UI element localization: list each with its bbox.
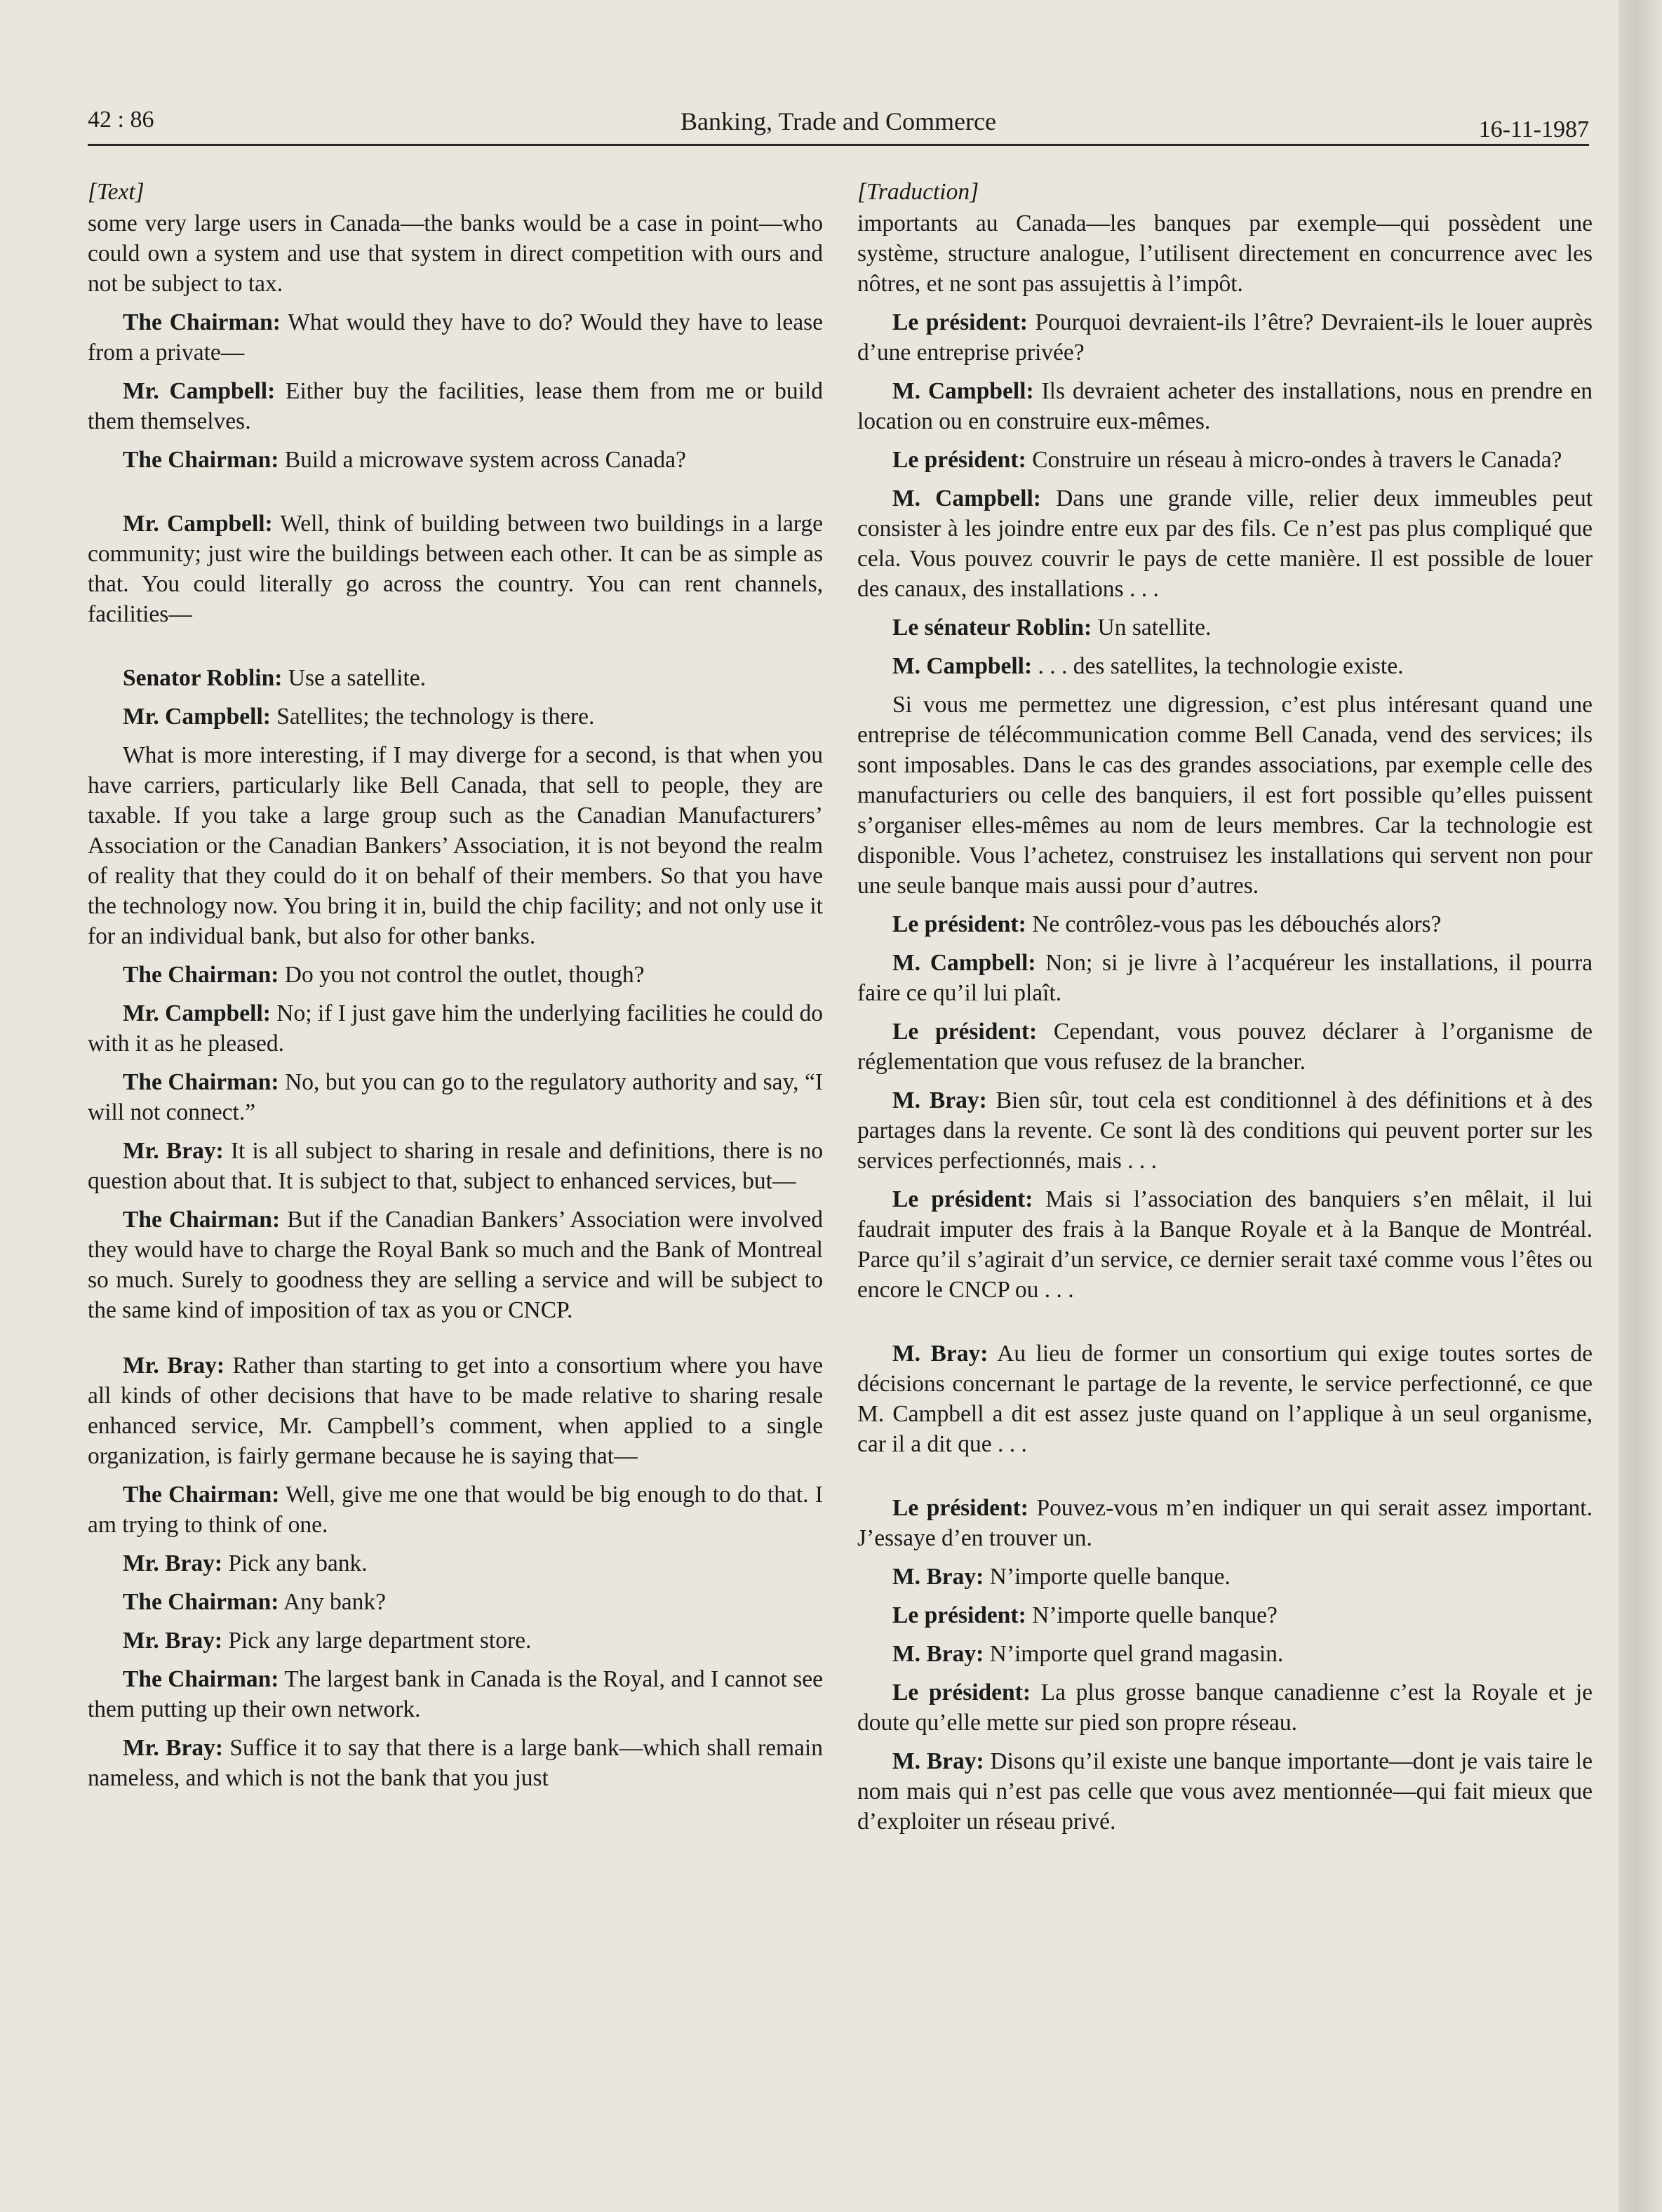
speaker-label: Mr. Campbell: xyxy=(123,1000,271,1026)
paragraph-text: Pourquoi devraient-ils l’être? Devraient-ils le louer auprès d’une entreprise privée? xyxy=(857,309,1593,366)
speaker-label: The Chairman: xyxy=(123,962,279,988)
paragraph-text: Build a microwave system across Canada? xyxy=(279,447,686,473)
transcript-paragraph xyxy=(88,1587,823,1617)
speaker-label: Mr. Campbell: xyxy=(123,704,271,730)
speaker-label: The Chairman: xyxy=(123,1666,279,1692)
header-rule xyxy=(88,144,1589,146)
paragraph-text: But if the Canadian Bankers’ Association were involved they would have to charge the Royal Bank so much and the Bank of Montreal so much. Surely to goodness they are selling a service and will be subject to the same kind of imposition of tax as you or CNCP. xyxy=(88,1207,823,1323)
transcript-paragraph xyxy=(88,208,823,299)
speaker-label: M. Campbell: xyxy=(892,653,1033,679)
paragraph-text: Pick any bank. xyxy=(222,1550,368,1576)
paragraph-text: Disons qu’il existe une banque importante—dont je vais taire le nom mais qui n’est pas celle que vous avez mentionnée—qui fait mieux que d’exploiter un réseau privé. xyxy=(857,1748,1593,1835)
speaker-label: M. Campbell: xyxy=(892,950,1036,976)
transcript-paragraph xyxy=(88,1548,823,1578)
speaker-label: The Chairman: xyxy=(123,1482,280,1508)
transcript-paragraph xyxy=(857,483,1593,604)
paragraph-text: No; if I just gave him the underlying facilities he could do with it as he pleased. xyxy=(88,1000,823,1057)
speaker-label: Le président: xyxy=(892,1680,1031,1705)
paragraph-text: . . . des satellites, la technologie existe. xyxy=(1032,653,1404,679)
paragraph-text: Mais si l’association des banquiers s’en mêlait, il lui faudrait imputer des frais à la Banque Royale et à la Banque de Montréal. Parce qu’il s’agirait d’un service, ce dernier serait taxé comme vous l’êtes ou encore le CNCP ou . . . xyxy=(857,1186,1593,1303)
transcript-paragraph xyxy=(88,1136,823,1196)
speaker-label: Mr. Bray: xyxy=(123,1735,223,1761)
transcript-paragraph xyxy=(857,445,1593,475)
paragraph-text: What would they have to do? Would they have to lease from a private— xyxy=(88,309,823,366)
transcript-paragraph xyxy=(88,960,823,990)
speaker-label: The Chairman: xyxy=(123,1207,281,1233)
transcript-paragraph xyxy=(857,909,1593,939)
paragraph-text: Ils devraient acheter des installations, nous en prendre en location ou en construire eux-mêmes. xyxy=(857,378,1593,434)
transcript-paragraph xyxy=(857,1600,1593,1630)
transcript-paragraph xyxy=(857,1562,1593,1592)
transcript-paragraph xyxy=(857,651,1593,681)
speaker-label: Le président: xyxy=(892,1186,1033,1212)
transcript-paragraph xyxy=(88,1626,823,1656)
paragraph-text: La plus grosse banque canadienne c’est la Royale et je doute qu’elle mette sur pied son propre réseau. xyxy=(857,1680,1593,1736)
speaker-label: Mr. Bray: xyxy=(123,1138,224,1164)
paragraph-text: Rather than starting to get into a consortium where you have all kinds of other decisions that have to be made relative to sharing resale enhanced service, Mr. Campbell’s comment, when applied to a single organization, is fairly germane because he is saying that— xyxy=(88,1353,823,1469)
transcript-paragraph xyxy=(88,1664,823,1724)
transcript-paragraph xyxy=(88,509,823,629)
paragraph-text: Un satellite. xyxy=(1092,615,1212,641)
traduction-marker: [Traduction] xyxy=(857,179,979,205)
speaker-label: Le président: xyxy=(892,309,1028,335)
paragraph-text: What is more interesting, if I may diverge for a second, is that when you have carriers, particularly like Bell Canada, that sell to people, they are taxable. If you take a large group such as the Canadian Manufacturers’ Association or the Canadian Bankers’ Association, it is not beyond the realm of reality that they could do it on behalf of their members. So that you have the technology now. You bring it in, build the chip facility; and not only use it for an individual bank, but also for other banks. xyxy=(88,742,823,949)
paragraph-text: Well, think of building between two buildings in a large community; just wire the buildings between each other. It can be as simple as that. You could literally go across the country. You can rent channels, facilities— xyxy=(88,511,823,627)
transcript-paragraph xyxy=(857,1339,1593,1459)
paragraph-text: Bien sûr, tout cela est conditionnel à des définitions et à des partages dans la revente. Ce sont là des conditions qui peuvent porter sur les services perfectionnés, mais . . . xyxy=(857,1087,1593,1174)
speaker-label: Mr. Campbell: xyxy=(123,511,273,537)
header-date: 16-11-1987 xyxy=(1478,116,1589,142)
speaker-label: Senator Roblin: xyxy=(123,665,283,691)
paragraph-text: N’importe quelle banque? xyxy=(1026,1602,1278,1628)
paragraph-text: N’importe quel grand magasin. xyxy=(984,1641,1284,1667)
speaker-label: Mr. Bray: xyxy=(123,1628,223,1654)
speaker-label: Mr. Bray: xyxy=(123,1353,225,1379)
paragraph-text: Do you not control the outlet, though? xyxy=(279,962,645,988)
traduction-marker-label: Traduction xyxy=(866,179,970,205)
transcript-paragraph xyxy=(857,376,1593,436)
transcript-paragraph xyxy=(857,1639,1593,1669)
paragraph-text: Construire un réseau à micro-ondes à travers le Canada? xyxy=(1026,447,1562,473)
transcript-paragraph xyxy=(857,1184,1593,1305)
transcript-paragraph xyxy=(88,307,823,368)
page-edge-shadow xyxy=(1619,0,1662,2212)
transcript-paragraph xyxy=(88,1480,823,1540)
transcript-paragraph xyxy=(857,612,1593,643)
speaker-label: The Chairman: xyxy=(123,447,279,473)
speaker-label: The Chairman: xyxy=(123,1589,279,1615)
speaker-label: M. Campbell: xyxy=(892,378,1034,404)
page-header xyxy=(88,104,1589,146)
paragraph-text: Ne contrôlez-vous pas les débouchés alors? xyxy=(1026,911,1442,937)
speaker-label: M. Bray: xyxy=(892,1564,984,1590)
transcript-paragraph xyxy=(88,1350,823,1471)
transcript-paragraph xyxy=(88,445,823,475)
speaker-label: The Chairman: xyxy=(123,309,281,335)
speaker-label: Le président: xyxy=(892,1602,1026,1628)
paragraph-text: Dans une grande ville, relier deux immeubles peut consister à les joindre entre eux par des fils. Ce n’est pas plus compliqué que cela. Vous pouvez couvrir le pays de cette manière. Il est possible de louer des canaux, des installations . . . xyxy=(857,485,1593,602)
paragraph-text: Use a satellite. xyxy=(282,665,427,691)
transcript-paragraph xyxy=(88,998,823,1059)
transcript-paragraph xyxy=(857,1677,1593,1738)
speaker-label: Le président: xyxy=(892,447,1026,473)
speaker-label: Mr. Bray: xyxy=(123,1550,223,1576)
paragraph-text: No, but you can go to the regulatory authority and say, “I will not connect.” xyxy=(88,1069,823,1125)
speaker-label: The Chairman: xyxy=(123,1069,279,1095)
transcript-paragraph xyxy=(857,208,1593,299)
paragraph-text: The largest bank in Canada is the Royal, and I cannot see them putting up their own network. xyxy=(88,1666,823,1722)
speaker-label: Le président: xyxy=(892,911,1026,937)
transcript-paragraph xyxy=(88,1733,823,1793)
transcript-paragraph xyxy=(857,1746,1593,1837)
transcript-paragraph xyxy=(88,702,823,732)
paragraph-text: some very large users in Canada—the banks would be a case in point—who could own a system and use that system in direct competition with ours and not be subject to tax. xyxy=(88,210,823,297)
speaker-label: Le président: xyxy=(892,1495,1028,1521)
text-marker-label: Text xyxy=(97,179,135,205)
speaker-label: M. Campbell: xyxy=(892,485,1041,511)
transcript-paragraph xyxy=(857,1085,1593,1176)
transcript-paragraph xyxy=(857,1017,1593,1077)
paragraph-text: Si vous me permettez une digression, c’est plus intéresant quand une entreprise de télécommunication comme Bell Canada, vend des services; ils sont imposables. Dans le cas des grandes associations, par exemple celle des manufacturiers ou celle des banquiers, il est fort possible qu’elles puissent s’organiser elles-mêmes au nom de leurs membres. Car la technologie est disponible. Vous l’achetez, construisez les installations qui servent non pour une seule banque mais aussi pour d’autres. xyxy=(857,692,1593,899)
paragraph-text: N’importe quelle banque. xyxy=(984,1564,1231,1590)
paragraph-text: Any bank? xyxy=(279,1589,387,1615)
paragraph-text: Well, give me one that would be big enough to do that. I am trying to think of one. xyxy=(88,1482,823,1538)
paragraph-text: Non; si je livre à l’acquéreur les installations, il pourra faire ce qu’il lui plaît. xyxy=(857,950,1593,1006)
speaker-label: M. Bray: xyxy=(892,1341,989,1367)
paragraph-text: Either buy the facilities, lease them from me or build them themselves. xyxy=(88,378,823,434)
running-title: Banking, Trade and Commerce xyxy=(681,107,996,135)
speaker-label: M. Bray: xyxy=(892,1748,984,1774)
transcript-paragraph xyxy=(857,307,1593,368)
transcript-paragraph xyxy=(88,1067,823,1127)
paragraph-text: Satellites; the technology is there. xyxy=(270,704,595,730)
paragraph-text: Au lieu de former un consortium qui exige toutes sortes de décisions concernant le partage de la revente, le service perfectionné, ce que M. Campbell a dit est assez juste quand on l’applique à un seul organisme, car il a dit que . . . xyxy=(857,1341,1593,1457)
transcript-paragraph xyxy=(88,663,823,693)
speaker-label: Mr. Campbell: xyxy=(123,378,276,404)
english-column xyxy=(88,177,823,1793)
paragraph-text: Pouvez-vous m’en indiquer un qui serait assez important. J’essaye d’en trouver un. xyxy=(857,1495,1593,1551)
paragraph-text: importants au Canada—les banques par exemple—qui possèdent une système, structure analogue, l’utilisent directement en concurrence avec les nôtres, et ne sont pas assujettis à l’impôt. xyxy=(857,210,1593,297)
speaker-label: M. Bray: xyxy=(892,1087,987,1113)
speaker-label: M. Bray: xyxy=(892,1641,984,1667)
text-marker: [Text] xyxy=(88,179,145,205)
transcript-paragraph xyxy=(857,1493,1593,1553)
transcript-paragraph xyxy=(857,690,1593,901)
paragraph-text: Pick any large department store. xyxy=(222,1628,532,1654)
paragraph-text: It is all subject to sharing in resale and definitions, there is no question about that. It is subject to that, subject to enhanced services, but— xyxy=(88,1138,823,1194)
transcript-paragraph xyxy=(857,948,1593,1008)
speaker-label: Le président: xyxy=(892,1019,1038,1045)
speaker-label: Le sénateur Roblin: xyxy=(892,615,1092,641)
transcript-paragraph xyxy=(88,1205,823,1325)
french-column xyxy=(857,177,1593,1837)
paragraph-text: Suffice it to say that there is a large bank—which shall remain nameless, and which is not the bank that you just xyxy=(88,1735,823,1791)
paragraph-text: Cependant, vous pouvez déclarer à l’organisme de réglementation que vous refusez de la brancher. xyxy=(857,1019,1593,1075)
page-number: 42 : 86 xyxy=(88,107,154,133)
transcript-paragraph xyxy=(88,376,823,436)
transcript-paragraph xyxy=(88,740,823,951)
